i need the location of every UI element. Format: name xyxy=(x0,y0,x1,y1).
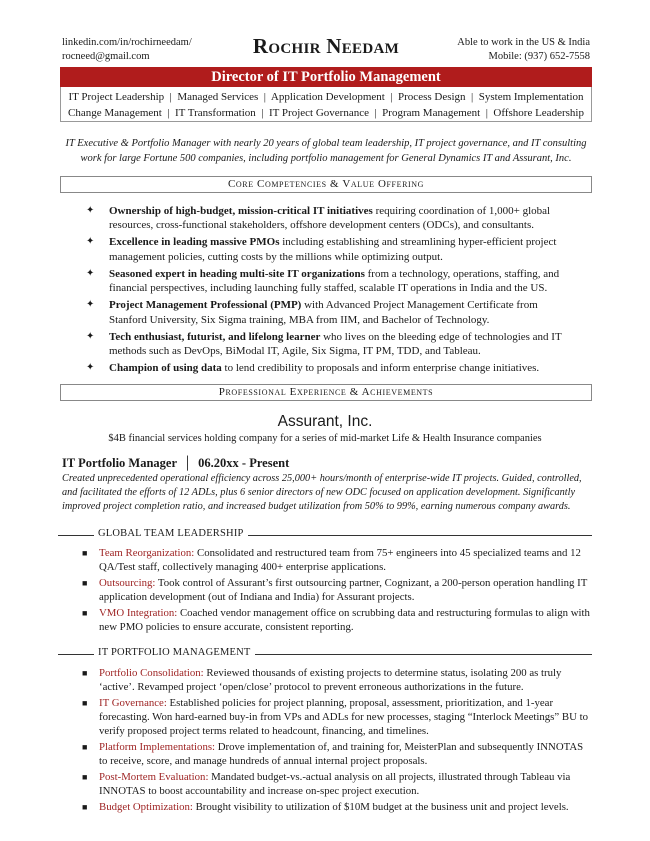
competency-item: ✦ Ownership of high-budget, mission-critical IT initiatives requiring coordination of 1,000+ global resources, cross-functional stakeholders, offshore development centers (ODCs), and consultants. xyxy=(86,205,551,232)
keyword-box xyxy=(60,87,592,122)
achievement-item: ■ Platform Implementations: Drove implementation of, and training for, MeisterPlan and subsequently INNOTAS to receive, score, and manage hundreds of annual internal project proposals. xyxy=(82,741,584,768)
relocation-note: Able to work in the US & India xyxy=(457,37,590,48)
square-bullet-icon: ■ xyxy=(82,802,88,813)
subhead-global-team: GLOBAL TEAM LEADERSHIP xyxy=(58,528,592,542)
divider-line xyxy=(248,535,592,536)
experience-heading: Professional Experience & Achievements xyxy=(60,384,592,401)
achievement-item: ■ Portfolio Consolidation: Reviewed thousands of existing projects to determine status, isolating 200 as truly ‘active’. Revamped project ‘open/close’ protocol to prevent erroneous authorizations in the future. xyxy=(82,667,562,694)
job-description: Created unprecedented operational efficiency across 25,000+ hours/month of enterprise-wide IT projects. Guided, controlled, and facilitated the efforts of 12 ADLs, plus 6 senior directors of new ODC focused on application development. Significantly improved project completion ratio, and increased budget utilization from 50% to 99%, earning numerous company awards. xyxy=(62,473,582,512)
arrow-bullet-icon: ✦ xyxy=(86,205,95,216)
achievement-item: ■ IT Governance: Established policies for project planning, proposal, assessment, prioritization, and 1-year forecasting. Won hard-earned buy-in from VPs and ADLs for new processes, staging “Interlock Meetings” BU to verify proposed project terms related to headcount, financing, and timelines. xyxy=(82,697,588,738)
achievement-item: ■ Post-Mortem Evaluation: Mandated budget-vs.-actual analysis on all projects, illustrated through Tableau via INNOTAS to boost accountability and increase on-spec project execution. xyxy=(82,771,571,798)
divider-line xyxy=(58,654,94,655)
portfolio-management-list xyxy=(82,666,592,816)
divider-line xyxy=(254,654,592,655)
subhead-portfolio-management: IT PORTFOLIO MANAGEMENT xyxy=(58,647,592,661)
competencies-list xyxy=(84,204,566,378)
arrow-bullet-icon: ✦ xyxy=(86,299,95,311)
job-title: IT Portfolio Manager │ 06.20xx - Present xyxy=(62,456,290,470)
competency-item: ✦ Champion of using data to lend credibility to proposals and inform enterprise change initiatives. xyxy=(86,362,540,375)
square-bullet-icon: ■ xyxy=(82,698,88,708)
resume-header xyxy=(62,34,590,66)
achievement-item: ■ Budget Optimization: Brought visibility to utilization of $10M budget at the business unit and project levels. xyxy=(82,801,569,814)
competency-item: ✦ Seasoned expert in heading multi-site IT organizations from a technology, operations, staffing, and financial perspectives, including launching fully staffed, scalable IT operations in India and the US. xyxy=(86,267,560,295)
achievement-item: ■ Outsourcing: Took control of Assurant’s first outsourcing partner, Cognizant, a 200-person operation handling IT application development (out of Indiana and India) for Assurant projects. xyxy=(82,577,588,604)
arrow-bullet-icon: ✦ xyxy=(86,362,95,374)
achievement-item: ■ VMO Integration: Coached vendor management office on scrubbing data and restructuring formulas to align with new PMO policies to ensure accurate, consistent reporting. xyxy=(82,607,590,634)
company-name: Assurant, Inc. xyxy=(277,413,373,430)
arrow-bullet-icon: ✦ xyxy=(86,267,95,279)
candidate-name: Rochir Needam xyxy=(252,34,400,58)
global-team-list xyxy=(82,546,592,636)
competencies-heading: Core Competencies & Value Offering xyxy=(60,176,592,193)
divider-line xyxy=(58,535,94,536)
square-bullet-icon: ■ xyxy=(82,668,88,678)
contact-right xyxy=(457,36,590,64)
arrow-bullet-icon: ✦ xyxy=(86,236,95,248)
target-title: Director of IT Portfolio Management xyxy=(60,67,592,87)
square-bullet-icon: ■ xyxy=(82,608,88,618)
competency-item: ✦ Tech enthusiast, futurist, and lifelong learner who lives on the bleeding edge of technologies and IT methods such as DevOps, BiModal IT, Agile, Six Sigma, IT PM, TDD, and Tableau. xyxy=(86,330,562,358)
linkedin-link[interactable]: linkedin.com/in/rochirneedam/ xyxy=(62,37,192,48)
competency-item: ✦ Excellence in leading massive PMOs including establishing and streamlining hyper-efficient project management policies, cutting costs by the millions while optimizing output. xyxy=(86,236,557,263)
company-description: $4B financial services holding company for a series of mid-market Life & Health Insurance companies xyxy=(108,433,542,444)
keyword-line-2: Change Management | IT Transformation | IT Project Governance | Program Management | Offshore Leadership xyxy=(68,107,584,119)
mobile-number: Mobile: (937) 652-7558 xyxy=(488,51,590,62)
competency-item: ✦ Project Management Professional (PMP) with Advanced Project Management Certificate from Stanford University, Six Sigma training, MBA from IIM, and Bachelor of Technology. xyxy=(86,299,538,326)
executive-summary: IT Executive & Portfolio Manager with nearly 20 years of global team leadership, IT project governance, and IT consulting work for large Fortune 500 companies, including portfolio management for General Dynamics IT and Assurant, Inc. xyxy=(65,138,587,164)
square-bullet-icon: ■ xyxy=(82,548,88,558)
square-bullet-icon: ■ xyxy=(82,772,88,783)
square-bullet-icon: ■ xyxy=(82,742,88,753)
keyword-line-1: IT Project Leadership | Managed Services | Application Development | Process Design | System Implementation xyxy=(68,91,584,103)
achievement-item: ■ Team Reorganization: Consolidated and restructured team from 75+ engineers into 45 specialized teams and 12 QA/Test staff, collectively managing 400+ enterprise applications. xyxy=(82,547,581,574)
email-link[interactable]: rocneed@gmail.com xyxy=(62,51,150,62)
square-bullet-icon: ■ xyxy=(82,578,88,588)
arrow-bullet-icon: ✦ xyxy=(86,330,95,342)
